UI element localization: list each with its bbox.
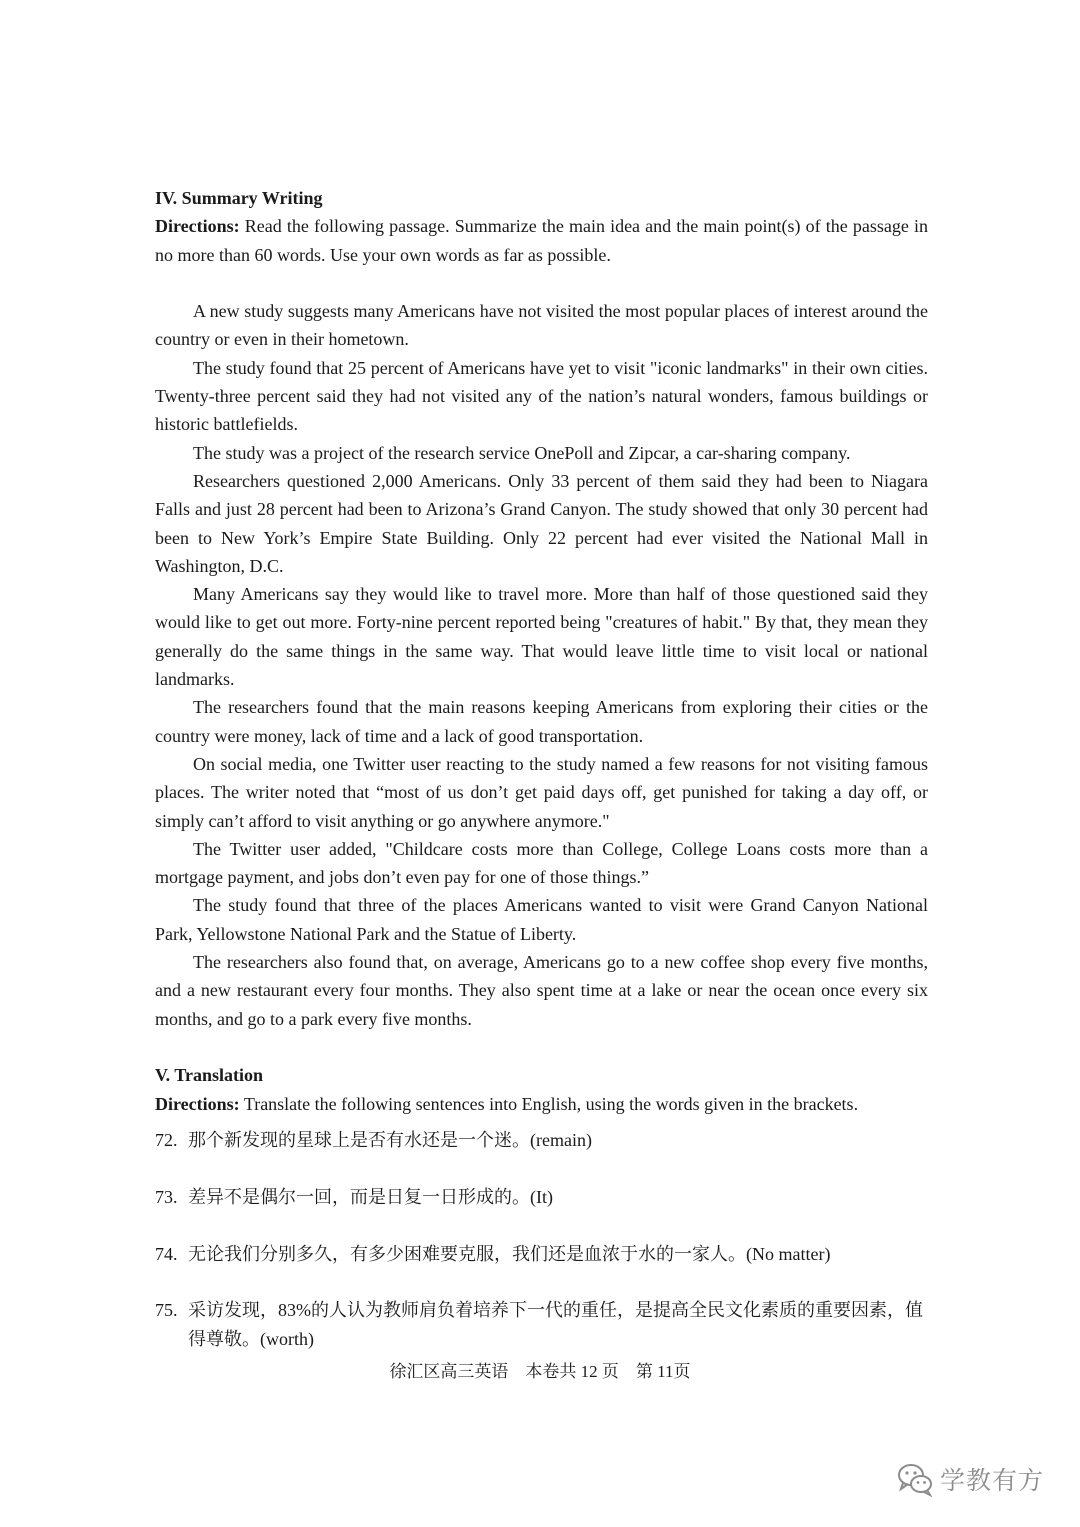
translation-section (155, 1061, 928, 1353)
passage-paragraph: The researchers also found that, on average, Americans go to a new coffee shop every five months, and a new restaurant every four months. They also spent time at a lake or near the ocean once every six months, and go to a park every five months. (155, 952, 928, 1029)
directions-label: Directions: (155, 216, 240, 237)
item-text: 差异不是偶尔一回，而是日复一日形成的。(It) (188, 1186, 553, 1207)
section-directions (155, 212, 928, 269)
passage-paragraph: The study was a project of the research service OnePoll and Zipcar, a car-sharing company. (193, 442, 851, 463)
passage-paragraph: A new study suggests many Americans have not visited the most popular places of interest around the country or even in their hometown. (155, 301, 928, 350)
watermark (896, 1457, 1056, 1501)
translation-item (155, 1240, 928, 1269)
item-number: 72. (155, 1130, 178, 1150)
directions-label: Directions: (155, 1093, 240, 1114)
item-number: 74. (155, 1243, 178, 1264)
item-number: 75. (155, 1300, 178, 1321)
directions-text: Read the following passage. Summarize the main idea and the main point(s) of the passage in no more than 60 words. Use your own words as far as possible. (155, 216, 928, 265)
passage-paragraph: The Twitter user added, "Childcare costs more than College, College Loans costs more than a mortgage payment, and jobs don’t even pay for one of those things.” (155, 838, 928, 888)
section-title: IV. Summary Writing (155, 188, 323, 208)
passage-paragraph: On social media, one Twitter user reacting to the study named a few reasons for not visiting famous places. The writer noted that “most of us don’t get paid days off, get punished for taking a day off, or simply can’t afford to visit anything or go anywhere anymore." (155, 753, 928, 831)
translation-item (155, 1183, 928, 1212)
section-directions (155, 1090, 928, 1118)
reading-passage (155, 297, 928, 1033)
directions-text: Translate the following sentences into English, using the words given in the brackets. (239, 1093, 859, 1114)
passage-paragraph: The study found that three of the places Americans wanted to visit were Grand Canyon National Park, Yellowstone National Park and the Statue of Liberty. (155, 895, 928, 944)
translation-item (155, 1126, 928, 1155)
page-content (155, 184, 928, 1353)
translation-item (155, 1296, 928, 1353)
summary-writing-section (155, 184, 928, 1033)
wechat-icon (896, 1461, 934, 1497)
passage-paragraph: Researchers questioned 2,000 Americans. Only 33 percent of them said they had been to Niagara Falls and just 28 percent had been to Arizona’s Grand Canyon. The study showed that only 30 percent had been to New York’s Empire State Building. Only 22 percent had ever visited the National Mall in Washington, D.C. (155, 470, 928, 576)
passage-paragraph: Many Americans say they would like to travel more. More than half of those questioned said they would like to get out more. Forty-nine percent reported being "creatures of habit." By that, they mean they generally do the same things in the same way. That would leave little time to visit local or national landmarks. (155, 584, 928, 690)
passage-paragraph: The researchers found that the main reasons keeping Americans from exploring their cities or the country were money, lack of time and a lack of good transportation. (155, 697, 928, 746)
translation-items (155, 1126, 928, 1353)
section-title: V. Translation (155, 1065, 264, 1086)
item-text: 采访发现，83%的人认为教师肩负着培养下一代的重任，是提高全民文化素质的重要因素，值得尊敬。(worth) (188, 1300, 923, 1349)
item-text: 那个新发现的星球上是否有水还是一个迷。(remain) (188, 1130, 592, 1150)
item-text: 无论我们分别多久，有多少困难要克服，我们还是血浓于水的一家人。(No matter) (188, 1243, 831, 1264)
watermark-text: 学教有方 (940, 1466, 1045, 1495)
page-footer: 徐汇区高三英语 本卷共 12 页 第 11页 (389, 1362, 691, 1381)
item-number: 73. (155, 1186, 178, 1207)
passage-paragraph: The study found that 25 percent of Americans have yet to visit "iconic landmarks" in their own cities. Twenty-three percent said they had not visited any of the nation’s natural wonders, famous buildings or historic battlefields. (155, 357, 928, 435)
